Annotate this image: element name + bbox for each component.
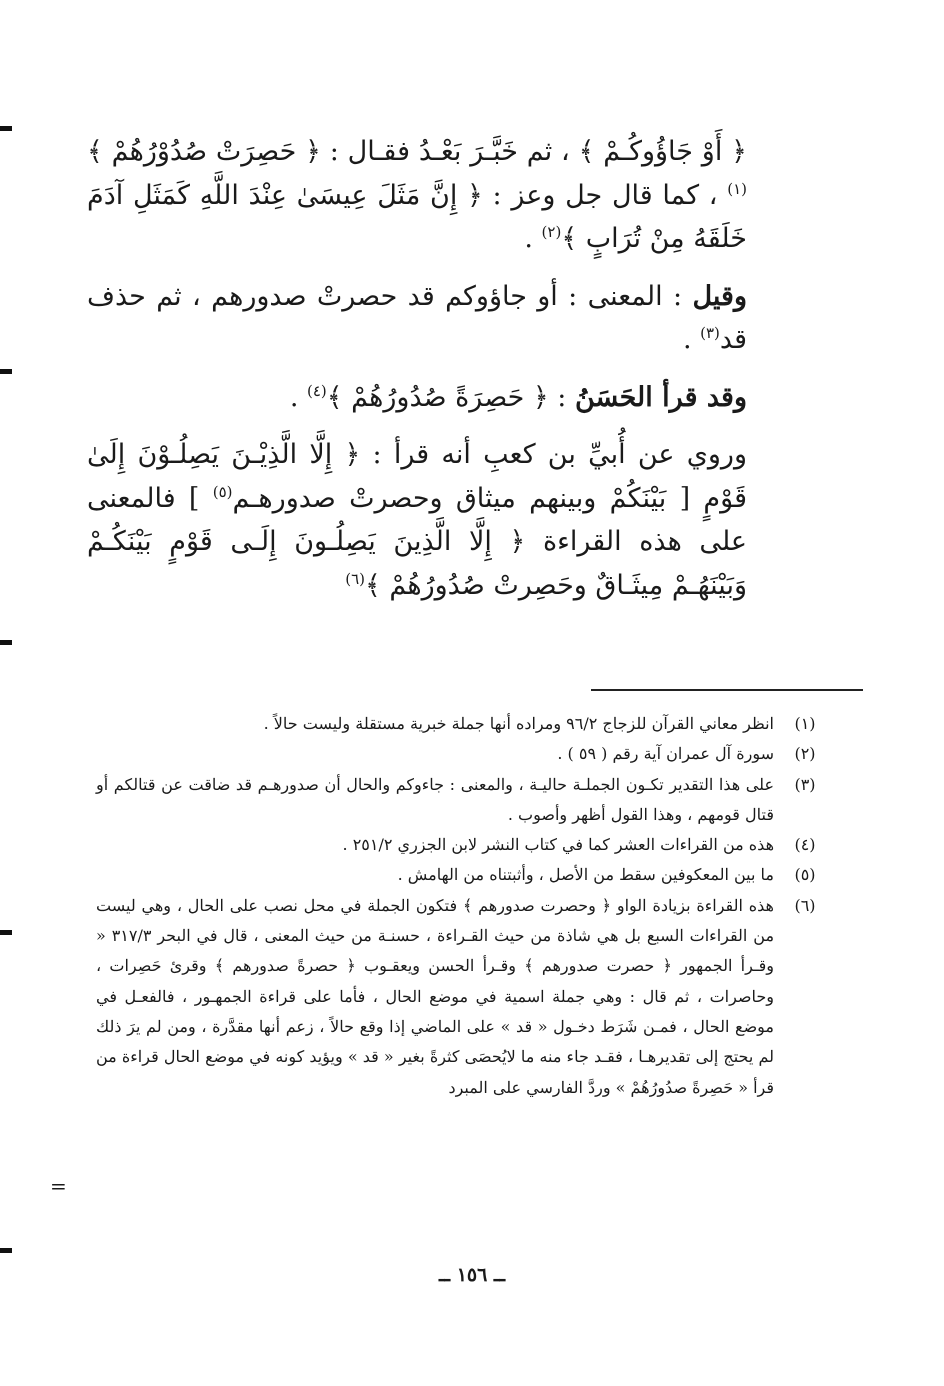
footnote [96,739,836,769]
edge-mark [0,930,12,935]
paragraph-end: . [682,324,701,355]
paragraph-text: : ﴿ حَصِرَةً صُدُورُهُمْ ﴾ [326,381,575,413]
footnote-number: (١) [794,714,816,733]
footnote-ref: (٤) [307,381,327,400]
edge-mark [0,369,12,374]
footnote-text: هذه من القراءات العشر كما في كتاب النشر لابن الجزري ٢٥١/٢ . [342,835,774,855]
footnote-number: (٢) [794,744,816,764]
footnote [96,891,836,1103]
footnote [96,709,836,739]
page-number: ــ ١٥٦ ــ [438,1264,506,1286]
edge-mark [0,640,12,645]
footnote-number: (٦) [794,895,816,915]
footnote-number: (٣) [794,774,816,794]
footnote-text: هذه القراءة بزيادة الواو ﴿ وحصرت صدورهم ﴾ فتكون الجملة في محل نصب على الحال ، وهي ليست من القراءات السبع بل هي شاذة من حيث القـراءة ، حسنـة من حيث المعنى ، قال في البحر ٣١٧/٣ « وقـرأ الجمهور ﴿ حصرت صدورهم ﴾ وقـرأ الحسن ويعقـوب ﴿ حصرةً صدورهم ﴾ وقرئ حَصِرات ، وحاصرات ، ثم قال : وهي جملة اسمية في موضع الحال ، فأما على قراءة الجمهـور ، فالفعـل في موضع الحال ، فمـن شَرَط دخـول « قد » على الماضي إذا وقع حالاً ، زعم أنها مقدَّرة ، ومن لم يرَ ذلك لم يحتج إلى تقديرهـا ، فقـد جاء منه ما لايُحصَى كثرةً بغير « قد » ويؤيد كونه في موضع الحال قراءة من قرأ « حَصِرةً صدُورُهُمْ » وردَّ الفارسي على المبرد [96,895,775,1097]
paragraph-3 [87,376,747,420]
footnote-text: سورة آل عمران آية رقم ( ٥٩ ) . [557,744,774,764]
footnote-ref: (٦) [345,569,365,588]
footnote-ref: (٢) [541,223,562,241]
paragraph-2 [87,275,747,362]
paragraph-lead: وقد قرأ الحَسَنُ [574,381,747,413]
paragraph-1 [87,130,747,261]
footnote-number: (٤) [794,835,816,855]
footnote [96,830,836,860]
footnote-divider [591,689,863,691]
paragraph-text: ] فالمعنى على هذه القراءة ﴿ إِلَّا الَّذِينَ يَصِلُـونَ إِلَـى قَوْمٍ بَيْنَكُـمْ وَبَيْنَهُـمْ مِيثَـاقٌ وحَصِرتْ صُدُورُهُمْ ﴾ [87,482,747,601]
paragraph-lead: وقيل [692,280,747,312]
footnote-number: (٥) [794,865,816,885]
paragraph-4 [87,433,747,607]
paragraph-text: : المعنى : أو جاؤوكم قد حصرتْ صدورهم ، ثم حذف قد [87,280,747,355]
footnote-text: على هذا التقدير تكـون الجملـة حاليـة ، والمعنى : جاءوكم والحال أن صدورهـم قد ضاقت عن قتالكم أو قتال قومهم ، وهذا القول أظهر وأصوب . [96,774,774,824]
paragraph-end: . [524,223,542,254]
main-text [87,130,747,607]
edge-mark [0,126,12,131]
footnote-ref: (١) [727,179,747,198]
footnote [96,860,836,890]
footnote-ref: (٥) [212,482,233,501]
paragraph-text: ﴿ أَوْ جَاؤُوكُـمْ ﴾ ، ثم خَبَّـرَ بَعْـدُ فقـال : ﴿ حَصِرَتْ صُدُوْرُهُمْ ﴾ [87,136,747,167]
footnote [96,770,836,831]
edge-mark [0,1248,12,1253]
paragraph-end: . [289,381,307,413]
paragraph-text: ، كما قال جل وعز : ﴿ إِنَّ مَثَلَ عِيسَىٰ عِنْدَ اللَّهِ كَمَثَلِ آدَمَ خَلَقَهُ مِنْ تُرَابٍ ﴾ [87,179,747,254]
footnotes [96,709,836,1103]
continuation-mark: = [50,1174,67,1198]
footnote-text: انظر معاني القرآن للزجاج ٩٦/٢ ومراده أنها جملة خبرية مستقلة وليست حالاً . [263,714,774,733]
paragraph-text: وروي عن أُبيِّ بن كعبِ أنه قرأ : ﴿ إِلَّا الَّذِيْـنَ يَصِلُـوْنَ إِلَىٰ قَوْمٍ [ بَيْنَكُمْ وبينهم ميثاق وحصرتْ صدورهـم [87,439,747,514]
footnote-ref: (٣) [700,324,720,342]
footnote-text: ما بين المعكوفين سقط من الأصل ، وأثبتناه من الهامش . [397,865,774,885]
